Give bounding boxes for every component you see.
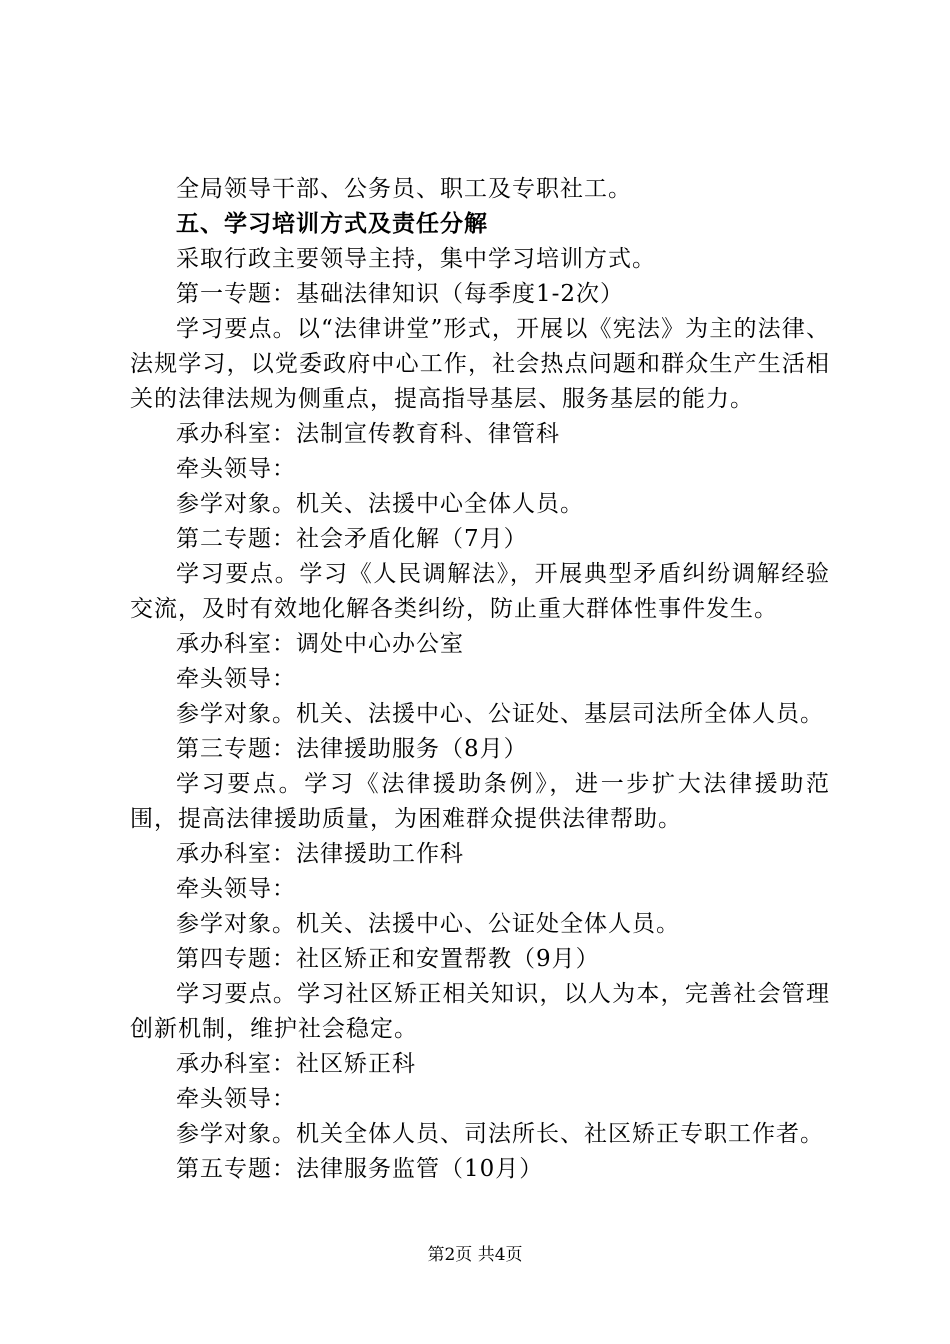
paragraph: 牵头领导： (176, 456, 296, 482)
paragraph: 全局领导干部、公务员、职工及专职社工。 (176, 176, 632, 202)
topic-title: 第五专题：法律服务监管（10月） (176, 1156, 544, 1182)
topic-title: 第四专题：社区矫正和安置帮教（9月） (176, 946, 600, 972)
paragraph: 承办科室：法律援助工作科 (176, 841, 464, 867)
paragraph: 承办科室：法制宣传教育科、律管科 (176, 421, 560, 447)
section-heading: 五、学习培训方式及责任分解 (176, 211, 488, 237)
topic-title: 第一专题：基础法律知识（每季度1-2次） (176, 281, 625, 307)
topic-title: 第三专题：法律援助服务（8月） (176, 736, 528, 762)
paragraph: 学习要点。学习社区矫正相关知识，以人为本，完善社会管理创新机制，维护社会稳定。 (130, 981, 830, 1042)
paragraph: 牵头领导： (176, 876, 296, 902)
paragraph: 承办科室：社区矫正科 (176, 1051, 416, 1077)
paragraph: 参学对象。机关、法援中心、公证处全体人员。 (176, 911, 680, 937)
paragraph: 承办科室：调处中心办公室 (176, 631, 464, 657)
paragraph: 参学对象。机关全体人员、司法所长、社区矫正专职工作者。 (176, 1121, 824, 1147)
paragraph: 学习要点。以“法律讲堂”形式，开展以《宪法》为主的法律、法规学习，以党委政府中心工作，社会热点问题和群众生产生活相关的法律法规为侧重点，提高指导基层、服务基层的能力。 (130, 316, 830, 412)
topic-title: 第二专题：社会矛盾化解（7月） (176, 526, 528, 552)
paragraph: 参学对象。机关、法援中心、公证处、基层司法所全体人员。 (176, 701, 824, 727)
paragraph: 牵头领导： (176, 666, 296, 692)
paragraph: 牵头领导： (176, 1086, 296, 1112)
page-number: 第2页 共4页 (427, 1245, 523, 1265)
paragraph: 学习要点。学习《法律援助条例》，进一步扩大法律援助范围，提高法律援助质量，为困难群众提供法律帮助。 (130, 771, 830, 832)
paragraph: 参学对象。机关、法援中心全体人员。 (176, 491, 584, 517)
paragraph: 学习要点。学习《人民调解法》，开展典型矛盾纠纷调解经验交流，及时有效地化解各类纠纷，防止重大群体性事件发生。 (130, 561, 830, 622)
document-body (130, 172, 830, 1187)
paragraph: 采取行政主要领导主持，集中学习培训方式。 (176, 246, 656, 272)
